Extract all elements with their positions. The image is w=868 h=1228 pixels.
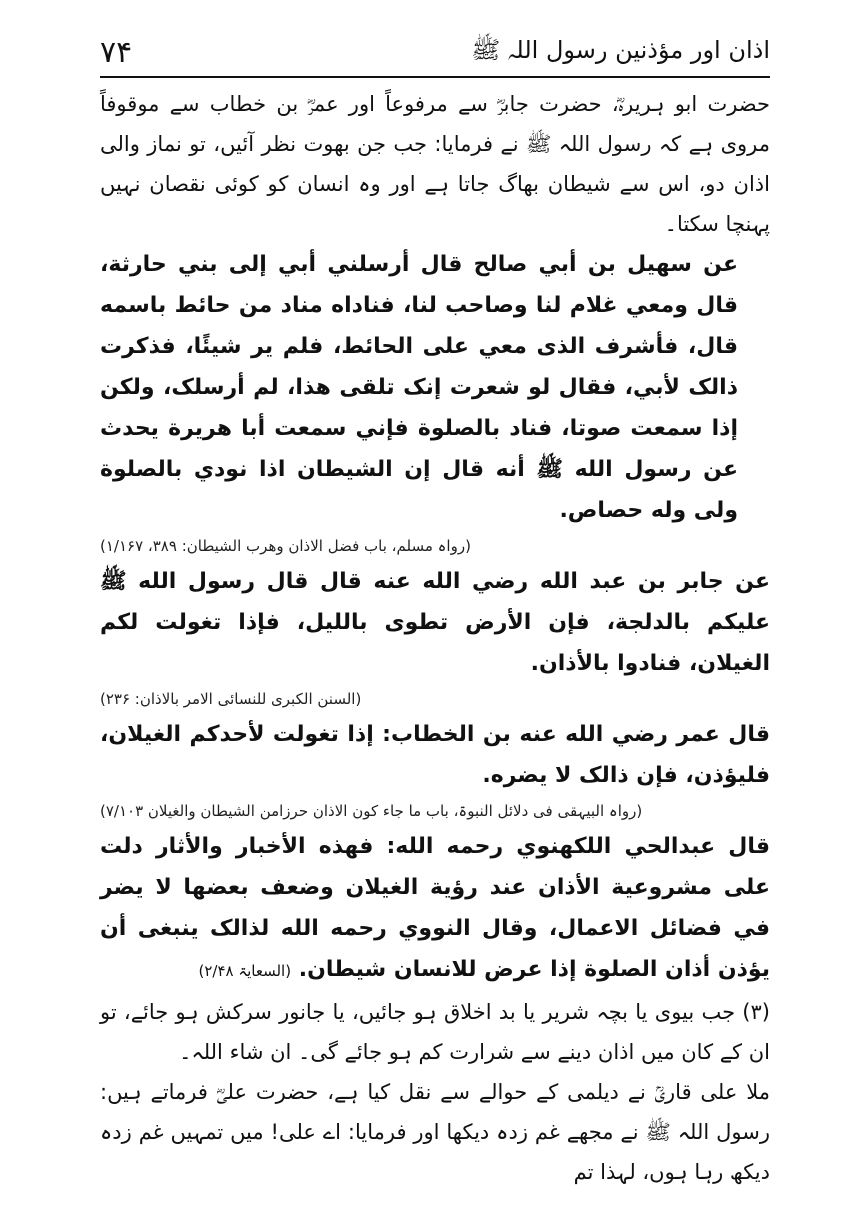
page-header <box>100 30 770 74</box>
urdu-paragraph-ali-qari: ملا علی قاریؒ نے دیلمی کے حوالے سے نقل کیا ہے، حضرت علیؓ فرماتے ہیں: رسول اللہ ﷺ نے مجھے غم زدہ دیکھا اور فرمایا: اے علی! میں تمہیں غم زدہ دیکھ رہا ہوں، لہذا تم <box>100 1080 770 1184</box>
running-title: اذان اور مؤذنین رسول اللہ ﷺ <box>471 35 770 64</box>
arabic-hadith-suhail: عن سهيل بن أبي صالح قال أرسلني أبي إلى بني حارثة، قال ومعي غلام لنا وصاحب لنا، فناداه مناد من حائط باسمه قال، فأشرف الذى معي على الحائط، فلم ير شيئًا، فذكرت ذالک لأبي، فقال لو شعرت إنک تلقى هذا، لم أرسلک، ولكن إذا سمعت صوتا، فناد بالصلوة فإني سمعت أبا هريرة يحدث عن رسول الله ﷺ أنه قال إن الشيطان اذا نودي بالصلوة ولى وله حصاص. <box>100 252 738 523</box>
urdu-paragraph-point-3: (۳) جب بیوی یا بچہ شریر یا بد اخلاق ہو جائیں، یا جانور سرکش ہو جائے، تو ان کے کان میں اذان دینے سے شرارت کم ہو جائے گی۔ ان شاء اللہ۔ <box>100 1000 770 1064</box>
header-rule <box>100 76 770 78</box>
reference-bayhaqi: (رواہ البیہقی فی دلائل النبوۃ، باب ما جاء کون الاذان حرزامن الشیطان والغیلان ۷/۱۰۳) <box>100 802 643 820</box>
page-number: ۷۴ <box>100 34 133 70</box>
arabic-quote-lakhnawi <box>100 826 770 992</box>
arabic-hadith-jabir: عن جابر بن عبد الله رضي الله عنه قال قال رسول الله ﷺ عليكم بالدلجة، فإن الأرض تطوى بالليل، فإذا تغولت لكم الغيلان، فنادوا بالأذان. <box>100 569 770 676</box>
reference-siayah: (السعایۃ ۲/۴۸) <box>198 962 292 980</box>
page-body <box>100 84 770 1192</box>
reference-muslim: (رواہ مسلم، باب فضل الاذان وهرب الشيطان: ۳۸۹، ۱/۱۶۷) <box>100 537 471 555</box>
urdu-paragraph-intro: حضرت ابو ہریرہؓ، حضرت جابرؓ سے مرفوعاً اور عمرؓ بن خطاب سے موقوفاً مروی ہے کہ رسول اللہ ﷺ نے فرمایا: جب جن بھوت نظر آئیں، تو نماز والی اذان دو، اس سے شیطان بھاگ جاتا ہے اور وہ انسان کو کوئی نقصان نہیں پہنچا سکتا۔ <box>100 92 770 236</box>
lakhnawi-text: قال عبدالحي اللكهنوي رحمه الله: فهذه الأخبار والأثار دلت على مشروعية الأذان عند رؤية الغيلان وضعف بعضها لا يضر في فضائل الاعمال، وقال النووي رحمه الله لذالک ينبغى أن يؤذن أذان الصلوة إذا عرض للانسان شيطان. <box>100 834 770 982</box>
arabic-athar-umar: قال عمر رضي الله عنه بن الخطاب: إذا تغولت لأحدكم الغيلان، فليؤذن، فإن ذالک لا يضره. <box>100 722 770 788</box>
reference-nasai: (السنن الکبری للنسائی الامر بالاذان: ۲۳۶) <box>100 690 362 708</box>
